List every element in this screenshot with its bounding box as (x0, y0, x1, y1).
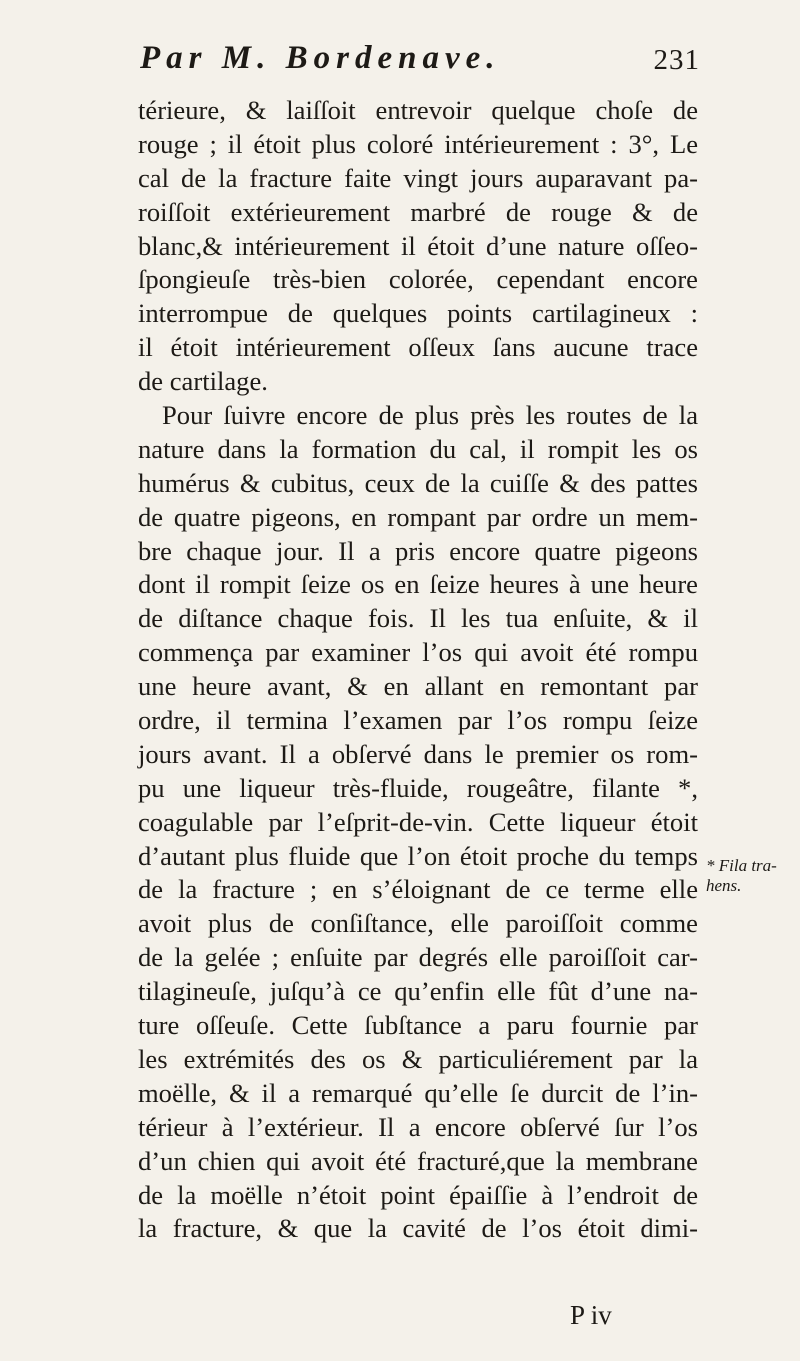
margin-footnote-line: hens. (706, 876, 742, 895)
text-line: dont il rompit ſeize os en ſeize heures à une heure (138, 569, 698, 600)
text-line: coagulable par l’eſprit-de-vin. Cette liqueur étoit (138, 806, 698, 837)
text-line: de quatre pigeons, en rompant par ordre un mem- (138, 501, 698, 532)
text-line: moëlle, & il a remarqué qu’elle ſe durcit de l’in- (138, 1077, 698, 1108)
text-line: interrompue de quelques points cartilagineux : (138, 298, 698, 329)
text-line: de la moëlle n’étoit point épaiſſie à l’endroit de (138, 1179, 698, 1210)
text-line: d’un chien qui avoit été fracturé,que la membrane (138, 1145, 698, 1176)
text-line: pu une liqueur très-fluide, rougeâtre, filante *, (138, 772, 698, 803)
text-line: de la fracture ; en s’éloignant de ce terme elle (138, 874, 698, 905)
text-line: térieure, & laiſſoit entrevoir quelque choſe de (138, 95, 698, 125)
text-line: cal de la fracture faite vingt jours auparavant pa- (138, 162, 698, 193)
text-line: humérus & cubitus, ceux de la cuiſſe & des pattes (138, 467, 698, 498)
margin-footnote (706, 856, 796, 896)
text-line: nature dans la formation du cal, il rompit les os (138, 433, 698, 464)
text-line: de diſtance chaque fois. Il les tua enſuite, & il (138, 603, 698, 634)
text-line: bre chaque jour. Il a pris encore quatre pigeons (138, 535, 698, 566)
text-line: de la gelée ; enſuite par degrés elle paroiſſoit car- (138, 942, 698, 973)
body-text (138, 94, 698, 1246)
text-line: roiſſoit extérieurement marbré de rouge & de (138, 196, 698, 227)
running-head (140, 40, 700, 84)
paragraph-start-line: Pour ſuivre encore de plus près les routes de la (162, 400, 698, 431)
text-line: jours avant. Il a obſervé dans le premier os rom- (138, 738, 698, 769)
text-line: ordre, il termina l’examen par l’os rompu ſeize (138, 705, 698, 736)
text-line: blanc,& intérieurement il étoit d’une nature oſſeo- (138, 230, 698, 261)
text-line: les extrémités des os & particuliérement par la (138, 1043, 698, 1074)
margin-footnote-line: * Fila tra- (706, 856, 777, 875)
text-line: d’autant plus fluide que l’on étoit proche du temps (138, 840, 698, 871)
signature-mark: P iv (570, 1300, 612, 1330)
text-line: une heure avant, & en allant en remontant par (138, 671, 698, 702)
text-line: tilagineuſe, juſqu’à ce qu’enfin elle fût d’une na- (138, 976, 698, 1007)
text-line: la fracture, & que la cavité de l’os étoit dimi- (138, 1213, 698, 1244)
page-number: 231 (653, 44, 700, 76)
text-line: il étoit intérieurement oſſeux ſans aucune trace (138, 332, 698, 363)
text-line: avoit plus de conſiſtance, elle paroiſſoit comme (138, 908, 698, 939)
text-line: de cartilage. (138, 366, 268, 397)
text-line: ſpongieuſe très-bien colorée, cependant encore (138, 264, 698, 295)
text-line: térieur à l’extérieur. Il a encore obſervé ſur l’os (138, 1111, 698, 1142)
text-line: ture oſſeuſe. Cette ſubſtance a paru fournie par (138, 1010, 698, 1041)
text-line: commença par examiner l’os qui avoit été rompu (138, 637, 698, 668)
running-head-title: Par M. Bordenave. (140, 40, 501, 76)
text-line: rouge ; il étoit plus coloré intérieurement : 3°, Le (138, 128, 698, 159)
